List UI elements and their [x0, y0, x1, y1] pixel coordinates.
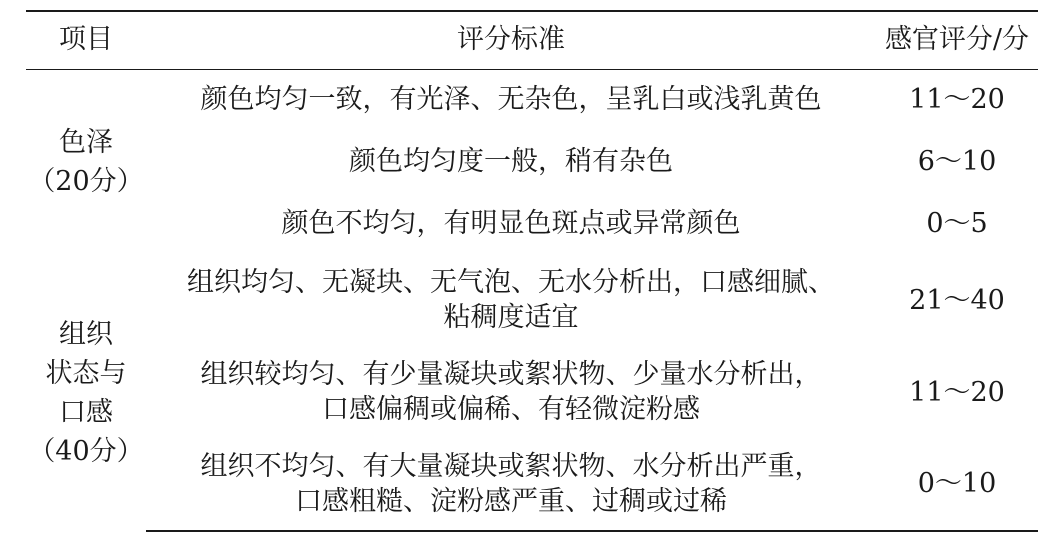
sensory-scoring-table	[26, 10, 1038, 532]
score-cell: 11～20	[909, 376, 1005, 408]
score-cell: 21～40	[909, 284, 1005, 316]
table-row	[26, 439, 1038, 531]
score-cell: 11～20	[909, 83, 1005, 115]
item-color: 色泽 （20分）	[28, 127, 144, 198]
table-row	[26, 69, 1038, 131]
header-score: 感官评分/分	[876, 11, 1038, 69]
criteria-cell: 组织不均匀、有大量凝块或絮状物、水分析出严重， 口感粗糙、淀粉感严重、过稠或过稀	[146, 439, 876, 531]
sensory-scoring-table-wrapper	[26, 10, 1038, 530]
score-cell: 0～5	[926, 207, 988, 239]
score-cell: 0～10	[876, 439, 1038, 531]
score-cell: 6～10	[917, 145, 997, 177]
table-header-row	[26, 11, 1038, 69]
criteria-cell: 颜色均匀度一般，稍有杂色	[349, 145, 673, 177]
criteria-cell: 组织较均匀、有少量凝块或絮状物、少量水分析出， 口感偏稠或偏稀、有轻微淀粉感	[200, 359, 822, 425]
header-criteria: 评分标准	[146, 11, 876, 69]
table-row	[26, 131, 1038, 193]
criteria-cell: 颜色均匀一致，有光泽、无杂色，呈乳白或浅乳黄色	[200, 83, 822, 115]
table-row	[26, 255, 1038, 347]
table-row	[26, 193, 1038, 255]
criteria-cell: 组织均匀、无凝块、无气泡、无水分析出，口感细腻、 粘稠度适宜	[187, 267, 835, 333]
item-texture: 组织 状态与 口感 （40分）	[28, 318, 144, 468]
criteria-cell: 颜色不均匀，有明显色斑点或异常颜色	[281, 207, 741, 239]
table-row	[26, 347, 1038, 439]
header-item: 项目	[26, 11, 146, 69]
